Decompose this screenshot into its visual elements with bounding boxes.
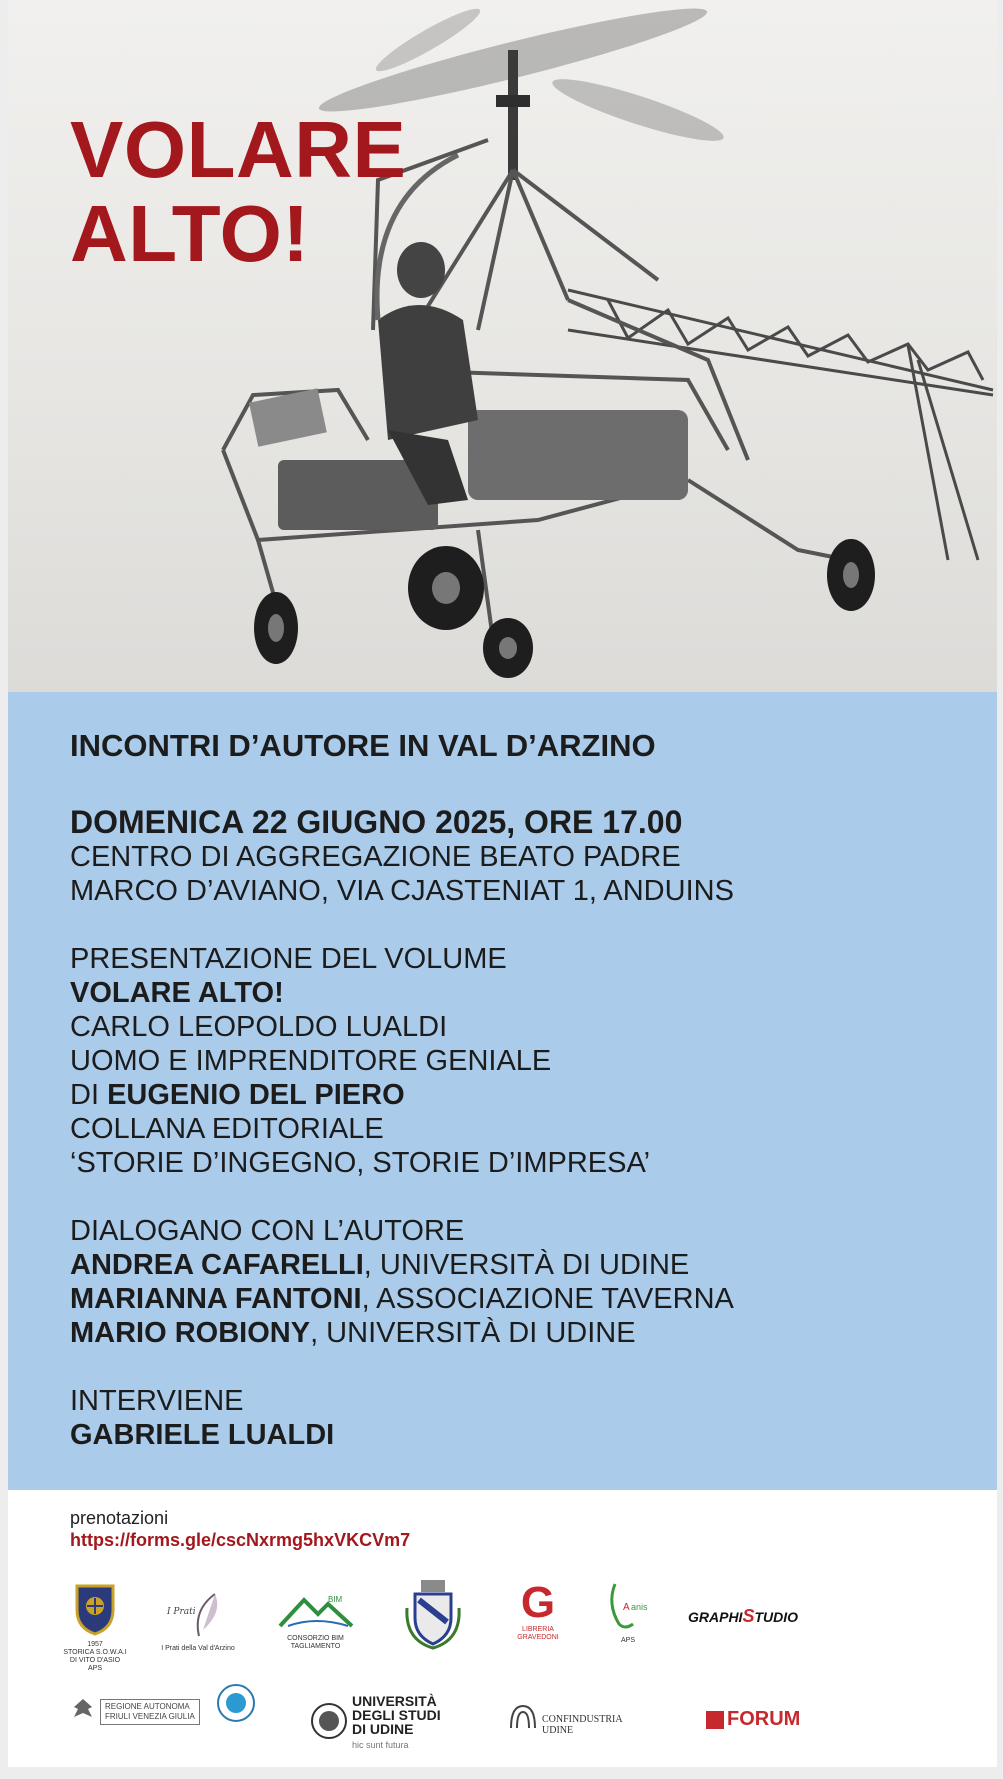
shield-crest-icon — [73, 1582, 117, 1636]
hero-photo — [8, 0, 997, 692]
graphistudio-logo — [688, 1606, 798, 1627]
helicopter-illustration — [8, 0, 997, 692]
sowai-logo — [63, 1582, 127, 1673]
book-author-line — [70, 1078, 405, 1112]
regional-seal-icon — [216, 1683, 256, 1723]
speaker-name: MARIO ROBIONY — [70, 1317, 311, 1349]
event-info-panel — [8, 692, 997, 1490]
uniud-motto: hic sunt futura — [352, 1740, 409, 1750]
libreria-letter: G — [520, 1578, 556, 1627]
svg-text:A: A — [623, 1602, 630, 1613]
speaker-1 — [70, 1248, 689, 1282]
book-intro: PRESENTAZIONE DEL VOLUME — [70, 943, 507, 975]
forum-logo — [706, 1708, 816, 1731]
speaker-3 — [70, 1316, 636, 1350]
anis-caption: APS — [620, 1637, 635, 1644]
landing-wheels — [254, 539, 875, 678]
bim-logo — [273, 1590, 358, 1651]
bim-label: BIM — [327, 1595, 342, 1604]
forum-mark-icon — [706, 1711, 724, 1729]
book-title: VOLARE ALTO! — [70, 977, 284, 1009]
anis-logo — [598, 1580, 658, 1645]
graphistudio-text-post: TUDIO — [754, 1609, 799, 1625]
uniud-line-3: DI UDINE — [352, 1721, 414, 1737]
guest-name: GABRIELE LUALDI — [70, 1419, 335, 1451]
uniud-wordmark — [352, 1694, 441, 1752]
graphistudio-text-pre: GRAPHI — [688, 1609, 743, 1625]
libreria-caption-1: LIBRERIA — [522, 1626, 554, 1633]
event-datetime: DOMENICA 22 GIUGNO 2025, ORE 17.00 — [70, 804, 683, 840]
book-series-name: ‘STORIE D’INGEGNO, STORIE D’IMPRESA’ — [70, 1147, 651, 1179]
hero-title-line2: ALTO! — [70, 189, 310, 278]
eagle-icon — [70, 1695, 96, 1725]
speaker-name: MARIANNA FANTONI — [70, 1283, 362, 1315]
regione-line-1: REGIONE AUTONOMA — [105, 1702, 190, 1711]
confindustria-icon — [508, 1702, 538, 1732]
book-author: EUGENIO DEL PIERO — [107, 1079, 405, 1111]
regione-text-box — [100, 1699, 200, 1725]
swirl-icon — [603, 1580, 653, 1632]
venue-line-1: CENTRO DI AGGREGAZIONE BEATO PADRE — [70, 841, 681, 873]
municipality-crest — [398, 1578, 468, 1655]
speaker-affiliation: , UNIVERSITÀ DI UDINE — [310, 1317, 636, 1349]
sowai-caption-3: DI VITO D'ASIO APS — [69, 1657, 121, 1672]
libreria-caption-2: GRAVEDONI — [517, 1634, 559, 1641]
regione-line-2: FRIULI VENEZIA GIULIA — [105, 1712, 195, 1721]
booking-link[interactable]: https://forms.gle/cscNxrmg5hxVKCVm7 — [70, 1530, 411, 1550]
venue-line-2: MARCO D’AVIANO, VIA CJASTENIAT 1, ANDUINS — [70, 875, 734, 907]
poets-caption: I Prati della Val d'Arzino — [161, 1645, 235, 1652]
mountain-icon — [276, 1590, 356, 1630]
footer — [8, 1490, 997, 1767]
quill-icon — [163, 1590, 233, 1640]
poets-logo — [158, 1590, 238, 1653]
booking-label: prenotazioni — [70, 1508, 169, 1528]
book-series-label: COLLANA EDITORIALE — [70, 1113, 384, 1145]
svg-text:anis: anis — [631, 1602, 648, 1612]
graphistudio-text-s: S — [742, 1606, 755, 1626]
speaker-affiliation: , ASSOCIAZIONE TAVERNA — [361, 1283, 734, 1315]
hero-title — [70, 105, 407, 278]
civic-crest-icon — [401, 1578, 465, 1650]
book-subtitle-2: UOMO E IMPRENDITORE GENIALE — [70, 1045, 552, 1077]
speaker-name: ANDREA CAFARELLI — [70, 1249, 364, 1281]
university-seal-icon — [310, 1702, 348, 1740]
forum-text: FORUM — [727, 1708, 801, 1730]
guest-intro: INTERVIENE — [70, 1385, 244, 1417]
sowai-caption-2: STORICA S.O.W.A.I — [63, 1649, 127, 1656]
libreria-gravedoni-logo — [503, 1580, 573, 1642]
uniud-line-1: UNIVERSITÀ — [352, 1693, 437, 1709]
book-subtitle-1: CARLO LEOPOLDO LUALDI — [70, 1011, 448, 1043]
panel-intro: DIALOGANO CON L’AUTORE — [70, 1215, 465, 1247]
sowai-caption-1: 1957 — [87, 1641, 103, 1648]
speaker-2 — [70, 1282, 734, 1316]
book-author-prefix: DI — [70, 1079, 99, 1111]
speaker-affiliation: , UNIVERSITÀ DI UDINE — [363, 1249, 690, 1281]
series-title: INCONTRI D’AUTORE IN VAL D’ARZINO — [70, 728, 656, 763]
confindustria-text: CONFINDUSTRIA UDINE — [542, 1714, 623, 1736]
event-poster — [8, 0, 997, 1767]
hero-title-line1: VOLARE — [70, 105, 407, 194]
svg-text:I Prati: I Prati — [167, 1607, 196, 1617]
bim-caption: CONSORZIO BIM TAGLIAMENTO — [287, 1635, 344, 1650]
uniud-line-2: DEGLI STUDI — [352, 1707, 441, 1723]
